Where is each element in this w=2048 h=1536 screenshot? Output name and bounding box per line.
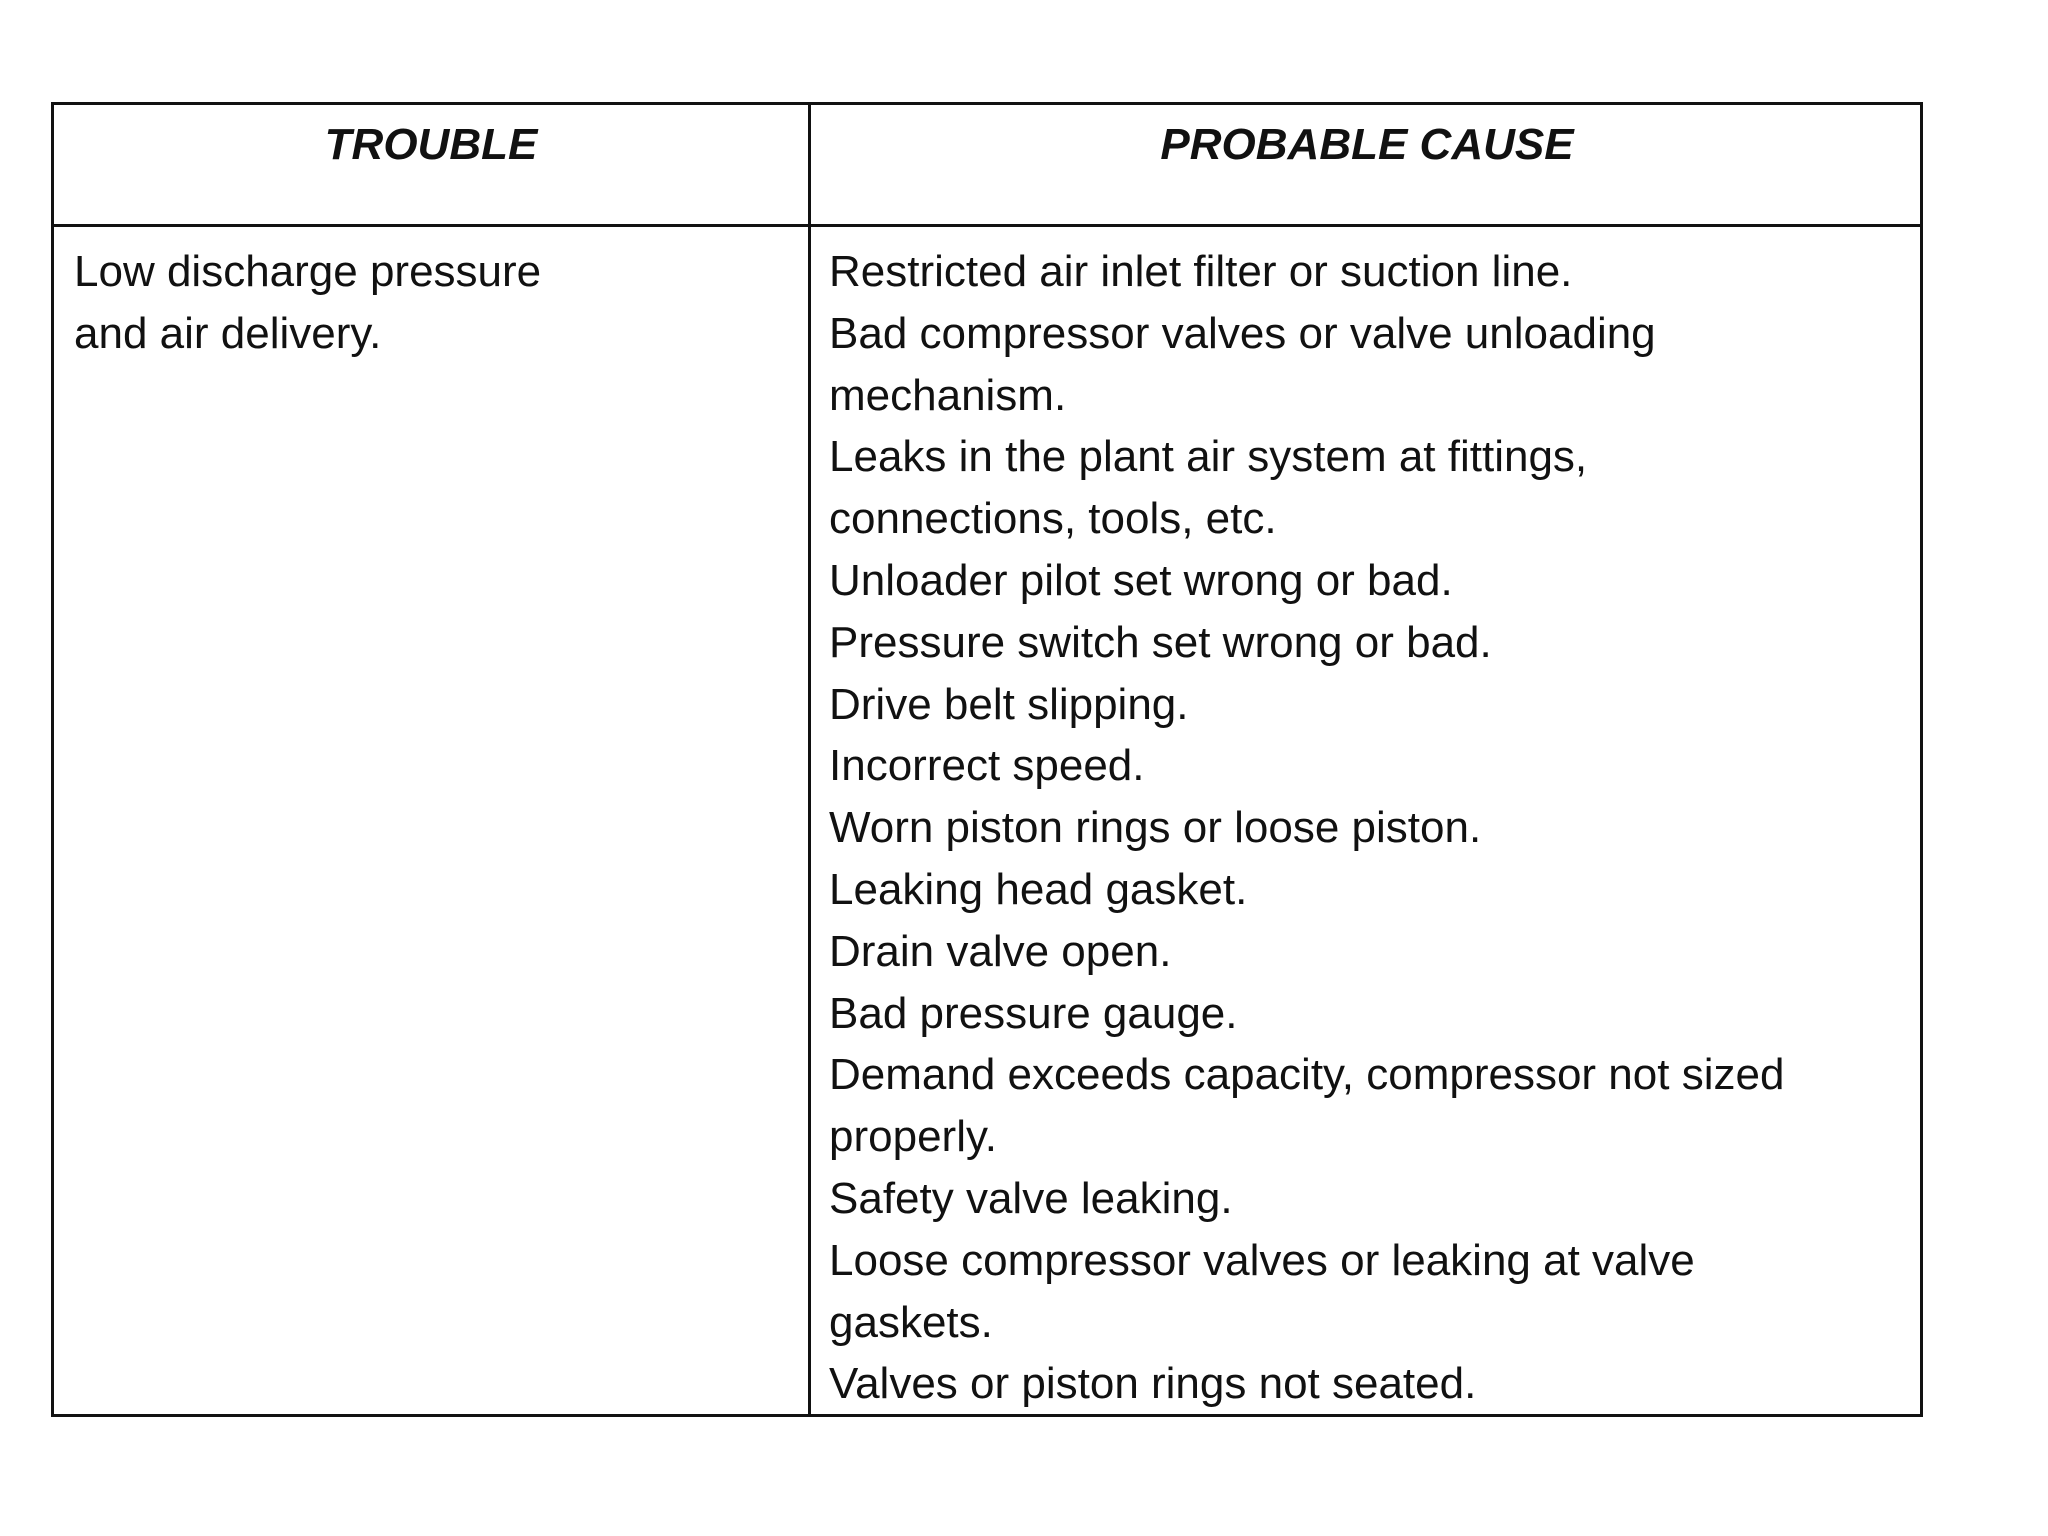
trouble-line: and air delivery. (74, 308, 382, 358)
probable-cause-cell (829, 241, 1909, 1415)
column-divider (808, 105, 811, 1414)
cause-line: Leaking head gasket. (829, 864, 1248, 914)
cause-line: mechanism. (829, 370, 1067, 420)
cause-line: Valves or piston rings not seated. (829, 1359, 1477, 1409)
cause-line: Drain valve open. (829, 926, 1172, 976)
cause-line: Bad compressor valves or valve unloading (829, 308, 1656, 358)
cause-line: Restricted air inlet filter or suction line. (829, 247, 1573, 296)
cause-line: Unloader pilot set wrong or bad. (829, 555, 1453, 605)
cause-line: Worn piston rings or loose piston. (829, 803, 1482, 853)
cause-line: Loose compressor valves or leaking at valve (829, 1235, 1695, 1285)
cause-line: Leaks in the plant air system at fittings, (829, 432, 1588, 482)
cause-line: Incorrect speed. (829, 741, 1145, 791)
header-divider (54, 224, 1920, 227)
cause-line: Drive belt slipping. (829, 679, 1189, 729)
troubleshooting-table (51, 102, 1923, 1417)
trouble-line: Low discharge pressure (74, 247, 542, 296)
trouble-cell (74, 241, 794, 365)
header-trouble-label: TROUBLE (324, 120, 538, 169)
cause-line: Bad pressure gauge. (829, 988, 1238, 1038)
header-probable-cause (811, 105, 1923, 224)
cause-line: Demand exceeds capacity, compressor not sized (829, 1050, 1785, 1100)
cause-line: gaskets. (829, 1297, 993, 1347)
cause-line: connections, tools, etc. (829, 494, 1277, 544)
cause-line: Safety valve leaking. (829, 1173, 1233, 1223)
cause-line: Pressure switch set wrong or bad. (829, 617, 1492, 667)
header-trouble (54, 105, 808, 224)
cause-line: properly. (829, 1112, 997, 1162)
header-probable-cause-label: PROBABLE CAUSE (1160, 120, 1574, 169)
